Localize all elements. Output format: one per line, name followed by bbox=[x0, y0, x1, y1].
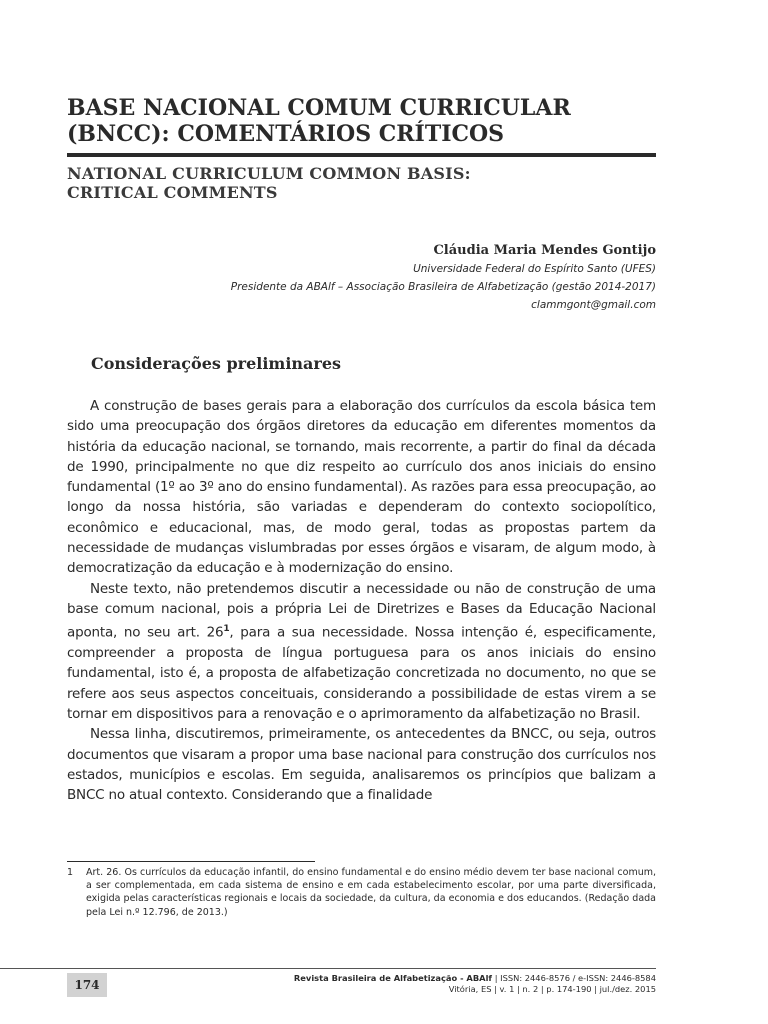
paragraph-3: Nessa linha, discutiremos, primeiramente, os antecedentes da BNCC, ou seja, outros documentos que visaram a propor uma base nacional para construção dos currículos nos estados, municípios e escolas. Em seguida, analisaremos os princípios que balizam a BNCC no atual contexto. Considerando que a finalidade bbox=[67, 726, 656, 804]
article-title-line2: (BNCC): COMENTÁRIOS CRÍTICOS bbox=[67, 121, 505, 147]
paragraph-1: A construção de bases gerais para a elaboração dos currículos da escola básica tem sido uma preocupação dos órgãos diretores da educação em diferentes momentos da história da educação nacional, se tornando, mais recorrente, a partir do final da década de 1990, principalmente no que diz respeito ao currículo dos anos iniciais do ensino fundamental (1º ao 3º ano do ensino fundamental). As razões para essa preocupação, ao longo da nossa história, são variadas e dependeram do contexto sociopolítico, econômico e educacional, mas, de modo geral, todas as propostas partem da necessidade de mudanças vislumbradas por esses órgãos e visaram, de algum modo, à democratização da educação e à modernização do ensino. bbox=[67, 398, 656, 577]
footer-citation: Vitória, ES | v. 1 | n. 2 | p. 174-190 | jul./dez. 2015 bbox=[448, 984, 656, 994]
footnote bbox=[67, 866, 656, 919]
article-subtitle-line1: NATIONAL CURRICULUM COMMON BASIS: bbox=[67, 164, 471, 183]
paragraph-2-start: Neste texto, não pretendemos discutir a necessidade ou não de construção de uma base comum nacional, pois a própria Lei de Diretrizes e Bases da Educação Nacional aponta, no seu art. 26 bbox=[67, 580, 656, 641]
page-number: 174 bbox=[67, 973, 107, 997]
footer-divider bbox=[0, 968, 656, 969]
section-heading: Considerações preliminares bbox=[91, 354, 342, 373]
article-subtitle bbox=[67, 164, 667, 202]
author-name: Cláudia Maria Mendes Gontijo bbox=[433, 243, 656, 258]
paragraph-2-end: , para a sua necessidade. Nossa intenção é, especificamente, compreender a proposta de língua portuguesa para os anos iniciais do ensino fundamental, isto é, a proposta de alfabetização concretizada no documento, no que se refere aos seus aspectos conceituais, considerando a possibilidade de estas virem a se tornar em dispositivos para a renovação e o aprimoramento da alfabetização no Brasil. bbox=[67, 624, 657, 722]
article-title bbox=[67, 95, 667, 147]
author-email[interactable]: clammgont@gmail.com bbox=[531, 299, 656, 311]
footer-journal-line1 bbox=[294, 973, 656, 984]
footer-journal-info bbox=[294, 973, 656, 995]
journal-name: Revista Brasileira de Alfabetização - ABAlf bbox=[293, 973, 493, 983]
footnote-text: Art. 26. Os currículos da educação infantil, do ensino fundamental e do ensino médio devem ter base nacional comum, a ser complementada, em cada sistema de ensino e em cada estabelecimento escolar, por uma parte diversificada, exigida pelas características regionais e locais da sociedade, da cultura, da economia e dos educandos. (Redação dada pela Lei n.º 12.796, de 2013.) bbox=[86, 867, 656, 918]
footnote-divider bbox=[67, 861, 315, 862]
footnote-number: 1 bbox=[67, 867, 74, 878]
title-divider bbox=[67, 153, 656, 157]
body-text bbox=[67, 396, 656, 805]
author-block bbox=[231, 242, 656, 314]
journal-issn: | ISSN: 2446-8576 / e-ISSN: 2446-8584 bbox=[492, 973, 656, 983]
paragraph-2 bbox=[67, 579, 656, 725]
footnote-ref[interactable]: 1 bbox=[223, 624, 230, 635]
article-subtitle-line2: CRITICAL COMMENTS bbox=[67, 183, 278, 202]
article-title-line1: BASE NACIONAL COMUM CURRICULAR bbox=[67, 95, 571, 121]
author-role: Presidente da ABAlf – Associação Brasileira de Alfabetização (gestão 2014-2017) bbox=[230, 281, 656, 293]
author-affiliation: Universidade Federal do Espírito Santo (UFES) bbox=[413, 263, 656, 275]
